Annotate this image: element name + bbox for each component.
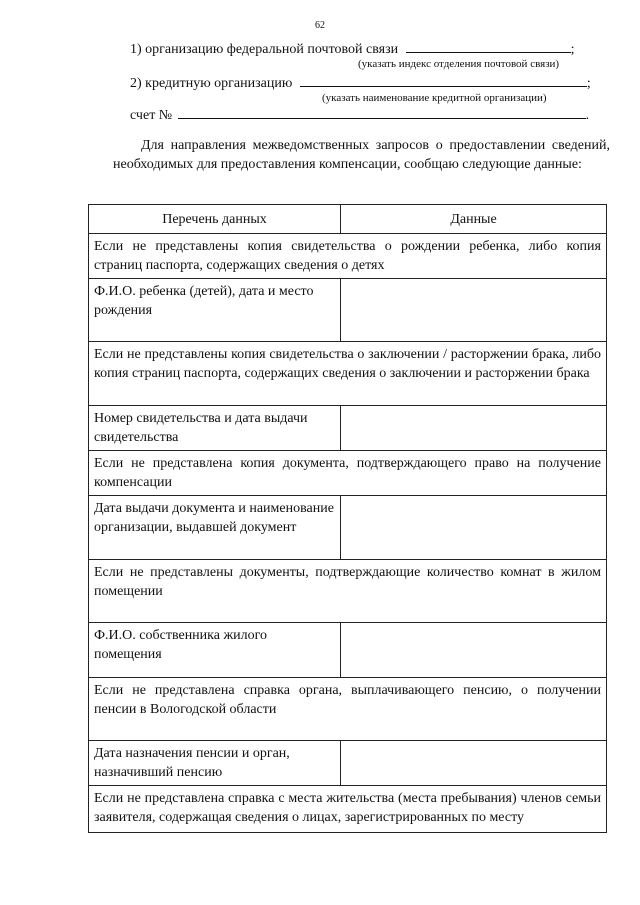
table-row bbox=[89, 234, 607, 279]
table-row bbox=[89, 406, 607, 451]
account-label: счет № bbox=[130, 108, 173, 123]
table-row bbox=[89, 741, 607, 786]
section-row-rooms: Если не представлены документы, подтверждающие количество комнат в жилом помещении bbox=[89, 560, 607, 623]
credit-org-input[interactable] bbox=[300, 72, 587, 87]
section-row-birth: Если не представлены копия свидетельства о рождении ребенка, либо копия страниц паспорта, содержащих сведения о детях bbox=[89, 234, 607, 279]
field-value-child[interactable] bbox=[341, 279, 607, 342]
field-label-child: Ф.И.О. ребенка (детей), дата и место рождения bbox=[89, 279, 341, 342]
post-office-label: 1) организацию федеральной почтовой связи bbox=[130, 42, 399, 57]
account-end: . bbox=[585, 108, 590, 123]
post-office-end: ; bbox=[570, 42, 575, 57]
table-header-row bbox=[89, 205, 607, 234]
field-label-pension: Дата назначения пенсии и орган, назначивший пенсию bbox=[89, 741, 341, 786]
credit-org-label: 2) кредитную организацию bbox=[130, 76, 293, 91]
table-row bbox=[89, 623, 607, 678]
table-row bbox=[89, 560, 607, 623]
header-data-list: Перечень данных bbox=[89, 205, 341, 234]
field-value-document[interactable] bbox=[341, 496, 607, 560]
post-office-line bbox=[130, 38, 575, 58]
field-value-owner[interactable] bbox=[341, 623, 607, 678]
table-row bbox=[89, 786, 607, 833]
credit-org-line bbox=[130, 72, 591, 92]
table-row bbox=[89, 279, 607, 342]
field-label-document: Дата выдачи документа и наименование организации, выдавшей документ bbox=[89, 496, 341, 560]
field-value-certificate[interactable] bbox=[341, 406, 607, 451]
table-row bbox=[89, 342, 607, 406]
section-row-marriage: Если не представлены копия свидетельства о заключении / расторжении брака, либо копия страниц паспорта, содержащих сведения о заключении и расторжении брака bbox=[89, 342, 607, 406]
section-row-residence: Если не представлена справка с места жительства (места пребывания) членов семьи заявителя, содержащая сведения о лицах, зарегистрированных по месту bbox=[89, 786, 607, 833]
field-label-certificate: Номер свидетельства и дата выдачи свидетельства bbox=[89, 406, 341, 451]
post-office-input[interactable] bbox=[406, 38, 571, 53]
section-row-pension: Если не представлена справка органа, выплачивающего пенсию, о получении пенсии в Вологодской области bbox=[89, 678, 607, 741]
section-row-right: Если не представлена копия документа, подтверждающего право на получение компенсации bbox=[89, 451, 607, 496]
table-row bbox=[89, 451, 607, 496]
account-input[interactable] bbox=[178, 104, 586, 119]
credit-org-hint: (указать наименование кредитной организации) bbox=[322, 92, 547, 104]
header-data: Данные bbox=[341, 205, 607, 234]
data-table bbox=[88, 204, 607, 833]
page-number: 62 bbox=[315, 20, 325, 31]
intro-paragraph bbox=[113, 136, 610, 174]
credit-org-end: ; bbox=[586, 76, 591, 91]
field-value-pension[interactable] bbox=[341, 741, 607, 786]
field-label-owner: Ф.И.О. собственника жилого помещения bbox=[89, 623, 341, 678]
post-office-hint: (указать индекс отделения почтовой связи) bbox=[358, 58, 560, 70]
table-row bbox=[89, 678, 607, 741]
account-line bbox=[130, 104, 589, 124]
table-row bbox=[89, 496, 607, 560]
intro-text: Для направления межведомственных запросов о предоставлении сведений, необходимых для предоставления компенсации, сообщаю следующие данные: bbox=[113, 138, 610, 172]
